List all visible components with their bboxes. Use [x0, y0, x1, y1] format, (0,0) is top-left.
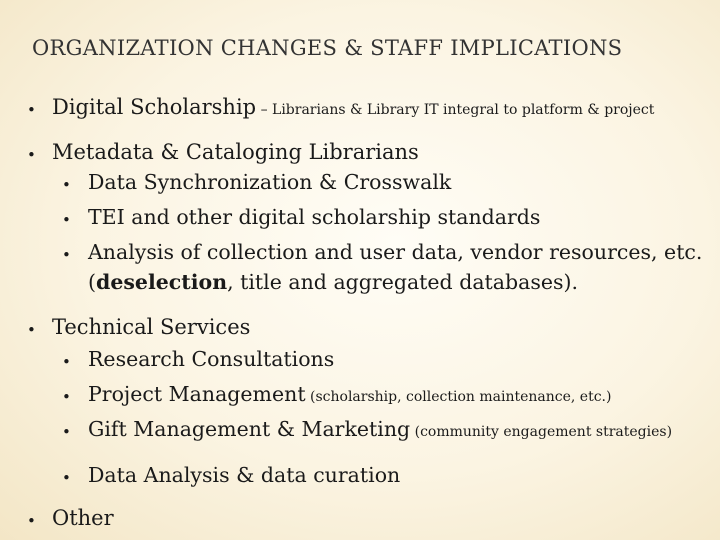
item-note: – Librarians & Library IT integral to platform & project	[256, 102, 655, 118]
bullet-icon: •	[27, 146, 36, 164]
bullet-icon: •	[62, 246, 71, 264]
sub-item-note: (scholarship, collection maintenance, etc.)	[305, 389, 612, 405]
bullet-icon: •	[62, 423, 71, 441]
bullet-icon: •	[27, 101, 36, 119]
bullet-icon: •	[62, 211, 71, 229]
bullet-icon: •	[62, 469, 71, 487]
list-item-other: Other	[52, 506, 114, 530]
item-label: Digital Scholarship	[52, 95, 257, 119]
bold-term: deselection	[96, 270, 228, 294]
sub-item-data-analysis: Data Analysis & data curation	[88, 463, 401, 487]
sub-item-analysis: Analysis of collection and user data, vendor resources, etc.	[88, 240, 703, 264]
sub-item-note: (community engagement strategies)	[410, 424, 673, 440]
bullet-icon: •	[27, 321, 36, 339]
list-item-technical-services: Technical Services	[52, 315, 251, 339]
bullet-icon: •	[27, 512, 36, 530]
sub-item-analysis-continuation: (deselection, title and aggregated databases).	[88, 270, 579, 294]
sub-item-gift-management: Gift Management & Marketing (community engagement strategies)	[88, 417, 673, 441]
list-item-metadata-cataloging: Metadata & Cataloging Librarians	[52, 140, 419, 164]
sub-item-project-management: Project Management (scholarship, collection maintenance, etc.)	[88, 382, 612, 406]
bullet-icon: •	[62, 176, 71, 194]
bullet-icon: •	[62, 388, 71, 406]
slide-title: ORGANIZATION CHANGES & STAFF IMPLICATIONS	[32, 36, 623, 60]
sub-item-research-consultations: Research Consultations	[88, 347, 335, 371]
bullet-icon: •	[62, 353, 71, 371]
sub-item-data-sync: Data Synchronization & Crosswalk	[88, 170, 452, 194]
list-item-digital-scholarship	[52, 95, 654, 119]
sub-item-tei: TEI and other digital scholarship standards	[88, 205, 541, 229]
